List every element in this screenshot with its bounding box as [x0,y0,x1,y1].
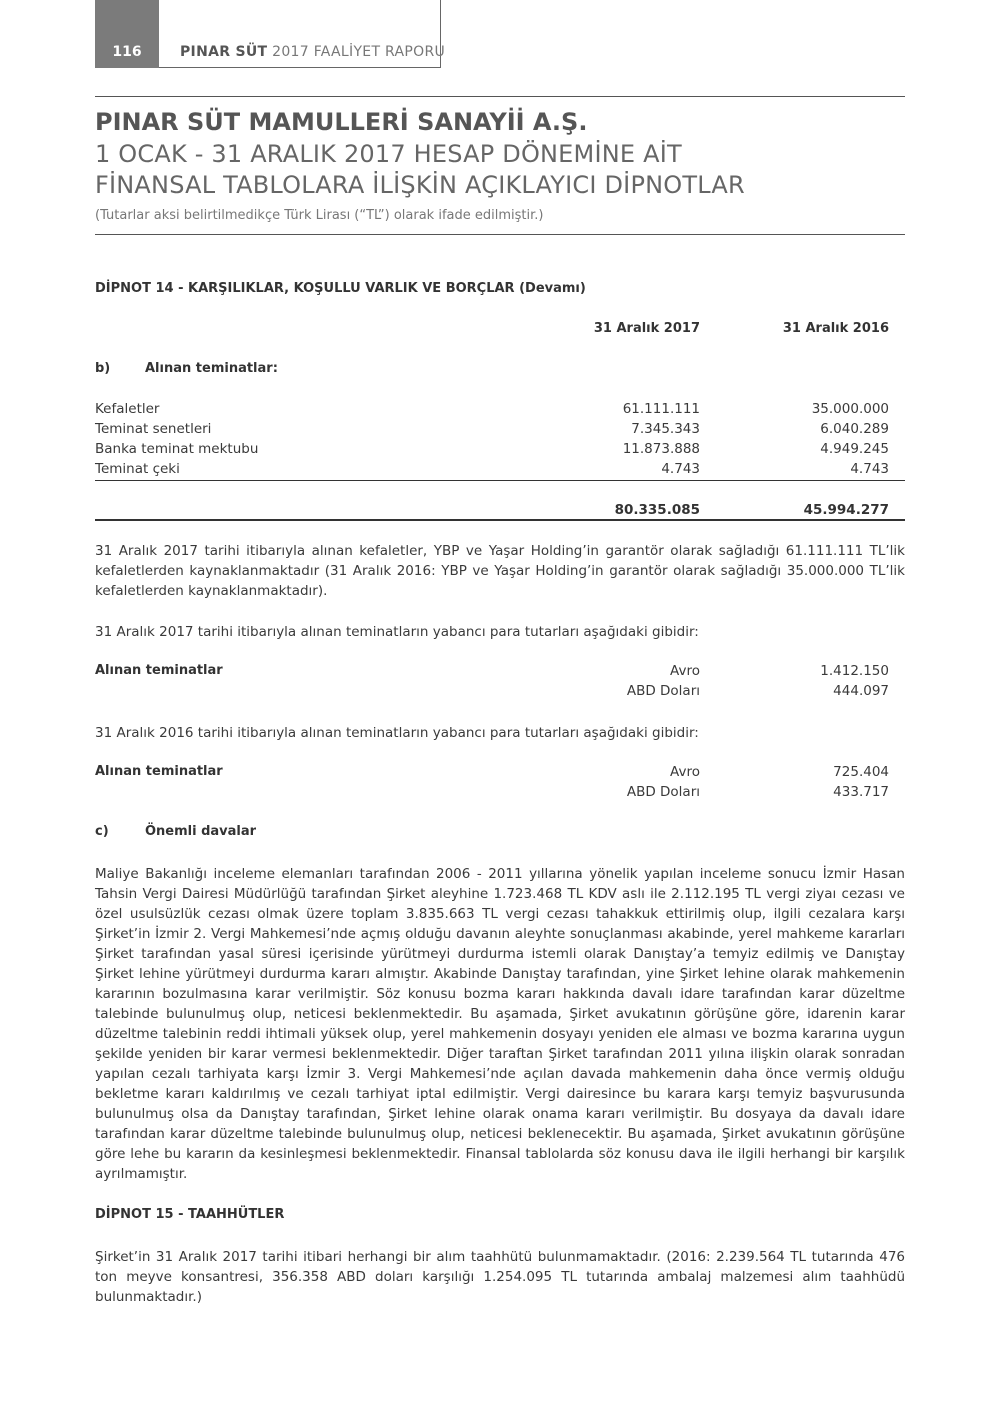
section-c-title: Önemli davalar [145,824,257,839]
note-15-paragraph: Şirket’in 31 Aralık 2017 tarihi itibari herhangi bir alım taahhütü bulunmamaktadır. (2016: 2.239.564 TL tutarında 476 ton meyve konsantresi, 356.358 ABD doları karşılığı 1.254.095 TL tutarında ambalaj malzemesi alım taahhüdü bulunmaktadır.) [95,1249,905,1305]
document-title-line-2: FİNANSAL TABLOLARA İLİŞKİN AÇIKLAYICI DİPNOTLAR [95,171,745,199]
total-rule [95,519,905,521]
row-label: Teminat senetleri [95,421,212,437]
fx-2017-label: Alınan teminatlar [95,663,223,678]
total-2017: 80.335.085 [614,502,700,518]
currency-amount: 444.097 [833,683,889,699]
header-divider-top [95,96,905,97]
row-value-2017: 4.743 [661,461,700,477]
row-value-2016: 4.949.245 [820,441,889,457]
section-b-letter: b) [95,361,111,376]
kefalet-paragraph: 31 Aralık 2017 tarihi itibarıyla alınan kefaletler, YBP ve Yaşar Holding’in garantör olarak sağladığı 61.111.111 TL’lik kefaletlerden kaynaklanmaktadır (31 Aralık 2016: YBP ve Yaşar Holding’in garantör olarak sağladığı 35.000.000 TL’lik kefaletlerden kaynaklanmaktadır). [95,543,905,599]
fx-2016-label: Alınan teminatlar [95,764,223,779]
davalar-paragraph: Maliye Bakanlığı inceleme elemanları tarafından 2006 - 2011 yıllarına yönelik yapılan inceleme sonucu İzmir Hasan Tahsin Vergi Dairesi Müdürlüğü tarafından Şirket aleyhine 1.723.468 TL KDV aslı ile 2.112.195 TL vergi ziyaı cezası ve özel usulsüzlük cezası olmak üzere toplam 3.835.663 TL vergi cezası tahakkuk ettirilmiş olup, ilgili cezalara karşı Şirket’in İzmir 2. Vergi Mahkemesi’nde açmış olduğu davanın aleyhte sonuçlanması akabinde, yerel mahkeme kararları Şirket tarafından yasal süresi içerisinde yürütmeyi durdurma istemli olarak Danıştay’a temyiz edilmiş ve Danıştay Şirket lehine yürütmeyi durdurma kararı almıştır. Akabinde Danıştay tarafından, yine Şirket lehine olarak mahkemenin kararının bozulmasına karar verilmiştir. Söz konusu bozma kararı hakkında davalı idare tarafından karar düzeltme talebinde bulunulmuş olup, neticesi beklenmektedir. Bu aşamada, Şirket avukatının görüşüne göre, idarenin karar düzeltme talebinin reddi ihtimali yüksek olup, yerel mahkemenin dosyayı yeniden ele alması ve bozma kararına uygun şekilde yeniden bir karar vermesi beklenmektedir. Diğer taraftan Şirket tarafından 2011 yılına ilişkin olarak sonradan yapılan cezalı tarhiyata karşı İzmir 3. Vergi Mahkemesi’nde açılan davada mahkemenin daha önce vermiş olduğu bekletme kararı kaldırılmış ve cezalı tarhiyat iptal edilmiştir. Vergi dairesince bu karara karşı temyiz başvurusunda bulunulmuş olsa da Danıştay tarafından, Şirket lehine olarak onama kararı verilmiştir. Bu dosyaya da davalı idare tarafından karar düzeltme talebinde bulunulmuş olup, neticesi beklenecektir. Bu aşamada, Şirket avukatının görüşüne göre lehe bu kararın da kesinleşmesi beklenmektedir. Finansal tablolarda söz konusu dava ile ilgili herhangi bir karşılık ayrılmamıştır. [95,866,905,1182]
note-14-title: DİPNOT 14 - KARŞILIKLAR, KOŞULLU VARLIK VE BORÇLAR (Devamı) [95,281,586,296]
row-label: Banka teminat mektubu [95,441,259,457]
row-value-2016: 4.743 [850,461,889,477]
currency-amount: 725.404 [833,764,889,780]
currency-amount: 433.717 [833,784,889,800]
column-header-2016: 31 Aralık 2016 [782,321,889,336]
section-c-letter: c) [95,824,109,839]
currency-amount: 1.412.150 [820,663,889,679]
row-label: Kefaletler [95,401,160,417]
row-value-2016: 6.040.289 [820,421,889,437]
document-subtitle: (Tutarlar aksi belirtilmedikçe Türk Lirası (“TL”) olarak ifade edilmiştir.) [95,208,544,223]
currency-name: Avro [670,663,700,679]
fx-2017-intro: 31 Aralık 2017 tarihi itibarıyla alınan teminatların yabancı para tutarları aşağıdaki gibidir: [95,624,699,640]
row-value-2017: 61.111.111 [622,401,700,417]
report-title [180,44,445,60]
total-2016: 45.994.277 [803,502,889,518]
subtotal-rule [95,480,905,481]
currency-name: ABD Doları [626,683,700,699]
currency-name: ABD Doları [626,784,700,800]
row-value-2017: 7.345.343 [631,421,700,437]
note-15-title: DİPNOT 15 - TAAHHÜTLER [95,1207,285,1222]
report-title-rest: 2017 FAALİYET RAPORU [267,44,446,60]
company-name: PINAR SÜT MAMULLERİ SANAYİİ A.Ş. [95,108,588,136]
row-label: Teminat çeki [95,461,180,477]
row-value-2017: 11.873.888 [622,441,700,457]
row-value-2016: 35.000.000 [811,401,889,417]
section-b-title: Alınan teminatlar: [145,361,278,376]
currency-name: Avro [670,764,700,780]
fx-2016-intro: 31 Aralık 2016 tarihi itibarıyla alınan teminatların yabancı para tutarları aşağıdaki gibidir: [95,725,699,741]
column-header-2017: 31 Aralık 2017 [593,321,700,336]
header-divider-bottom [95,234,905,235]
report-title-bold: PINAR SÜT [180,44,268,60]
document-title-line-1: 1 OCAK - 31 ARALIK 2017 HESAP DÖNEMİNE AİT [95,140,682,168]
page-number: 116 [112,44,142,60]
